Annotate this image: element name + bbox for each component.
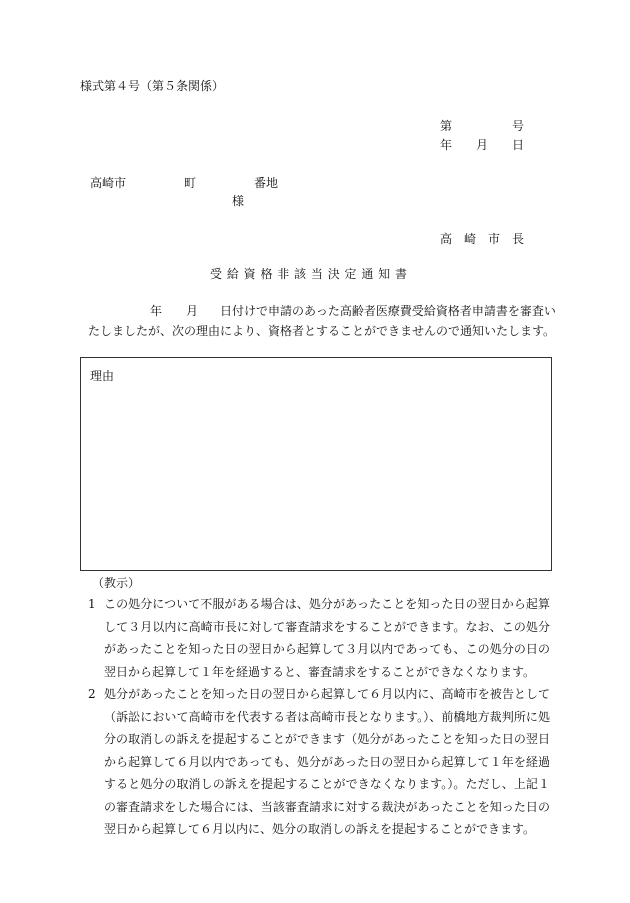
issuer: 高 崎 市 長 bbox=[440, 232, 525, 246]
form-label: 様式第４号（第５条関係） bbox=[80, 79, 225, 93]
instruction-text: この処分について不服がある場合は、処分があったことを知った日の翌日から起算して３月以内に高崎市長に対して審査請求をすることができます。なお、この処分があったことを知った日の翌日から起算して３月以内であっても、この処分の日の翌日から起算して１年を経過すると、審査請求をすることができなくなります。 bbox=[104, 597, 550, 679]
date-month: 月 bbox=[476, 138, 489, 152]
address-lot: 番地 bbox=[254, 176, 279, 190]
instruction-number: 1 bbox=[88, 597, 96, 611]
document-title: 受 給 資 格 非 該 当 決 定 通 知 書 bbox=[210, 267, 408, 281]
body-month: 月 bbox=[186, 304, 199, 318]
date-year: 年 bbox=[440, 138, 453, 152]
body-line2: たしましたが、次の理由により、資格者とすることができませんので通知いたします。 bbox=[88, 324, 556, 338]
date-day: 日 bbox=[512, 138, 525, 152]
instructions-header: （教示） bbox=[92, 576, 141, 590]
instruction-text: 処分があったことを知った日の翌日から起算して６月以内に、高崎市を被告として（訴訟において高崎市を代表する者は高崎市長となります。）、前橋地方裁判所に処分の取消しの訴えを提起することができます（処分があったことを知った日の翌日から起算して６月以内であっても、処分があった日の翌日から起算して１年を経過すると処分の取消しの訴えを提起することができなくなります。）。ただし、上記１の審査請求をした場合には、当該審査請求に対する裁決があったことを知った日の翌日から起算して６月以内に、処分の取消しの訴えを提起することができます。 bbox=[104, 687, 550, 836]
doc-number-go: 号 bbox=[512, 119, 525, 133]
reason-box bbox=[80, 357, 552, 571]
doc-number-dai: 第 bbox=[440, 119, 453, 133]
address-honorific: 様 bbox=[232, 194, 245, 208]
instruction-number: 2 bbox=[88, 687, 96, 701]
address-town: 町 bbox=[184, 176, 197, 190]
address-city: 高崎市 bbox=[90, 176, 127, 190]
body-line1: 日付けで申請のあった高齢者医療費受給資格者申請書を審査い bbox=[220, 304, 556, 318]
instruction-item-2 bbox=[88, 683, 550, 841]
reason-label: 理由 bbox=[90, 369, 115, 383]
body-year: 年 bbox=[150, 304, 163, 318]
instruction-item-1 bbox=[88, 593, 550, 683]
